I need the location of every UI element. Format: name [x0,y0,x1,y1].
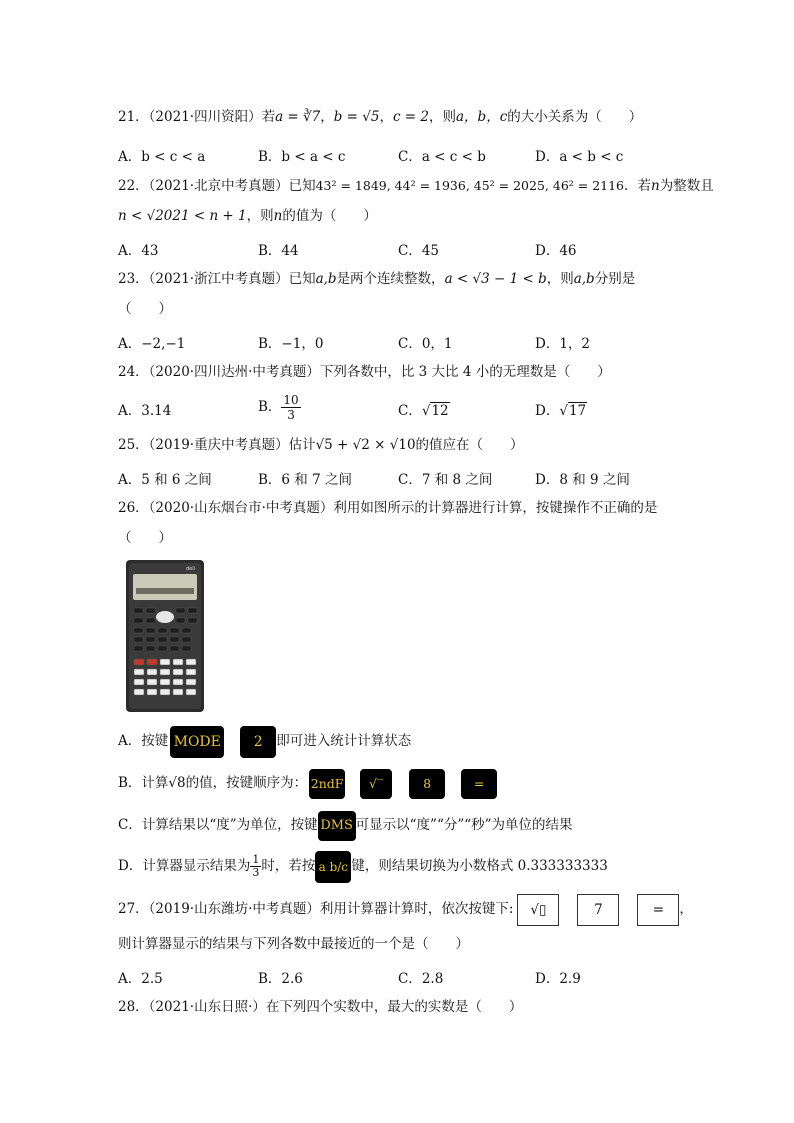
fraction-denominator: 3 [252,866,260,879]
q22-option-b[interactable]: B．44 [258,243,299,259]
q26-option-b-mid: 的值，按键顺序为： [185,775,308,791]
q25-option-d[interactable]: D．8 和 9 之间 [535,472,630,488]
q21-stem-b: ，则 [429,109,456,125]
key-8: 8 [409,769,445,799]
q25-stem-b: 的值应在（ ） [415,437,524,453]
q26-option-d-mid: 时，若按 [261,858,316,874]
fraction-denominator: 3 [287,408,295,422]
q23-option-c[interactable]: C．0，1 [398,336,453,352]
q27-stem: 27．（2019·山东潍坊·中考真题）利用计算器计算时，依次按键下: [118,901,514,917]
dms-key: DMS [318,811,356,841]
q26-line1: 26．（2020·山东烟台市·中考真题）利用如图所示的计算器进行计算，按键操作不正确的是 [118,500,658,516]
q27-option-a[interactable]: A．2.5 [118,971,163,987]
q24-option-b-label: B． [258,399,282,415]
q27-option-b[interactable]: B．2.6 [258,971,303,987]
q22-var-n2: n [273,208,283,224]
q21-expr-b: b = √5 [333,109,380,125]
q22-stem-e: 的值为（ ） [282,208,377,224]
q24-option-d-sqrt: √17 [559,403,587,419]
q23-options [118,332,718,350]
calculator-brand: deli [186,566,196,572]
abc-fraction-key: a b/c [315,851,351,883]
q22-option-c[interactable]: C．45 [398,243,440,259]
q22-inequality: n < √2021 < n + 1 [118,208,247,224]
q28-stem: 28．（2021·山东日照·）在下列四个实数中，最大的实数是（ ） [118,999,523,1015]
q24-options [118,393,718,427]
sqrt-key: √‾ [360,769,392,799]
2ndf-key: 2ndF [309,769,345,799]
q25-expression: √5 + √2 × √10 [315,437,416,453]
q23-option-a[interactable]: A．−2,−1 [118,336,186,352]
q22-option-a[interactable]: A．43 [118,243,159,259]
q22-line2 [118,207,377,225]
q26-option-c-tail: 可显示以“度”“分”“秒”为单位的结果 [355,817,573,833]
q23-stem-a: 23．（2021·浙江中考真题）已知 [118,271,316,287]
calculator-screen [133,574,197,600]
q21-expr-a: a = ∛7 [275,109,321,125]
q25-option-b[interactable]: B．6 和 7 之间 [258,472,352,488]
q25-options [118,468,718,486]
q26-option-c[interactable] [118,808,573,842]
q26-option-b-text: B．计算 [118,775,169,791]
q26-option-b-sqrt: √8 [168,775,186,791]
calculator-dpad [156,611,174,623]
q21-stem-a: 21．（2021·四川资阳）若 [118,109,276,125]
q27-options [118,967,718,985]
equals-key: = [637,894,679,926]
key-7: 7 [577,894,619,926]
q24-option-a[interactable]: A．3.14 [118,403,172,419]
q21-option-b[interactable]: B．b < a < c [258,149,346,165]
q26-option-a-tail: 即可进入统计计算状态 [276,733,412,749]
q22-squares: 43² = 1849, 44² = 1936, 45² = 2025, 46² = 2116 [315,178,625,193]
q22-stem-c: 为整数且 [659,178,714,194]
q24-stem: 24．（2020·四川达州·中考真题）下列各数中，比 3 大比 4 小的无理数是（ ） [118,364,611,380]
q27-option-c[interactable]: C．2.8 [398,971,444,987]
q21-option-a[interactable]: A．b < c < a [118,149,206,165]
fraction-numerator: 1 [252,853,260,866]
q23-option-b[interactable]: B．−1，0 [258,336,324,352]
q26-option-a-text: A．按键 [118,733,169,749]
equals-key: = [461,769,497,799]
q22-stem-b: ．若 [624,178,652,194]
q24-option-b-fraction [281,393,300,422]
q24-option-c-sqrt: √12 [421,403,449,419]
q21-vars: a，b，c [456,109,508,125]
q26-option-d[interactable] [118,849,608,883]
q24-option-b[interactable] [258,393,301,422]
q21-option-d[interactable]: D．a < b < c [535,149,624,165]
key-2: 2 [240,726,276,758]
q26-option-a[interactable] [118,724,411,758]
q21-options [118,145,718,163]
q26-option-b[interactable] [118,766,497,800]
q27-line2: 则计算器显示的结果与下列各数中最接近的一个是（ ） [118,936,469,952]
q27-comma: ， [679,901,693,917]
q26-option-d-tail: 键，则结果切换为小数格式 0.333333333 [351,858,608,874]
q22-var-n: n [651,178,660,194]
q26-option-d-text: D．计算器显示结果为 [118,858,251,874]
q22-stem-d: ，则 [246,208,274,224]
q24-option-c-label: C． [398,403,422,419]
q22-option-d[interactable]: D．46 [535,243,577,259]
q21-stem-c: 的大小关系为（ ） [507,109,643,125]
radicand: 17 [568,403,587,419]
q23-line1 [118,270,635,288]
q27-line1 [118,892,693,926]
mode-key: MODE [170,726,224,758]
q25-option-a[interactable]: A．5 和 6 之间 [118,472,212,488]
q23-inequality: a < √3 − 1 < b [444,271,547,287]
q22-stem-a: 22．（2021·北京中考真题）已知 [118,178,316,194]
radicand: 12 [431,403,449,419]
q25-option-c[interactable]: C．7 和 8 之间 [398,472,493,488]
q24-option-d[interactable] [535,399,587,419]
q23-stem-d: 分别是 [594,271,636,287]
q21-stem: 21．（2021·四川资阳）若a = ∛7，b = √5，c = 2，则a，b，c的大小关系为（ ） [118,109,643,125]
q27-option-d[interactable]: D．2.9 [535,971,581,987]
q23-vars2: a,b [573,271,595,287]
calculator-image [126,560,204,712]
q22-line1 [118,177,714,195]
q26-option-d-fraction [250,854,261,879]
sqrt-key: √▯ [517,894,559,926]
fraction-numerator: 10 [283,393,299,407]
q23-stem-c: ，则 [546,271,574,287]
q21-option-c[interactable]: C．a < c < b [398,149,486,165]
q24-option-c[interactable] [398,399,450,419]
q25-stem-a: 25．（2019·重庆中考真题）估计 [118,437,316,453]
q21-expr-c: c = 2 [392,109,429,125]
q26-line2: （ ） [118,530,172,546]
q23-option-d[interactable]: D．1，2 [535,336,591,352]
q23-line2: （ ） [118,301,172,317]
q23-vars: a,b [315,271,337,287]
q22-options [118,239,718,257]
q26-option-c-text: C．计算结果以“度”为单位，按键 [118,817,318,833]
q25-stem [118,436,524,454]
q24-option-d-label: D． [535,403,560,419]
q23-stem-b: 是两个连续整数， [336,271,445,287]
